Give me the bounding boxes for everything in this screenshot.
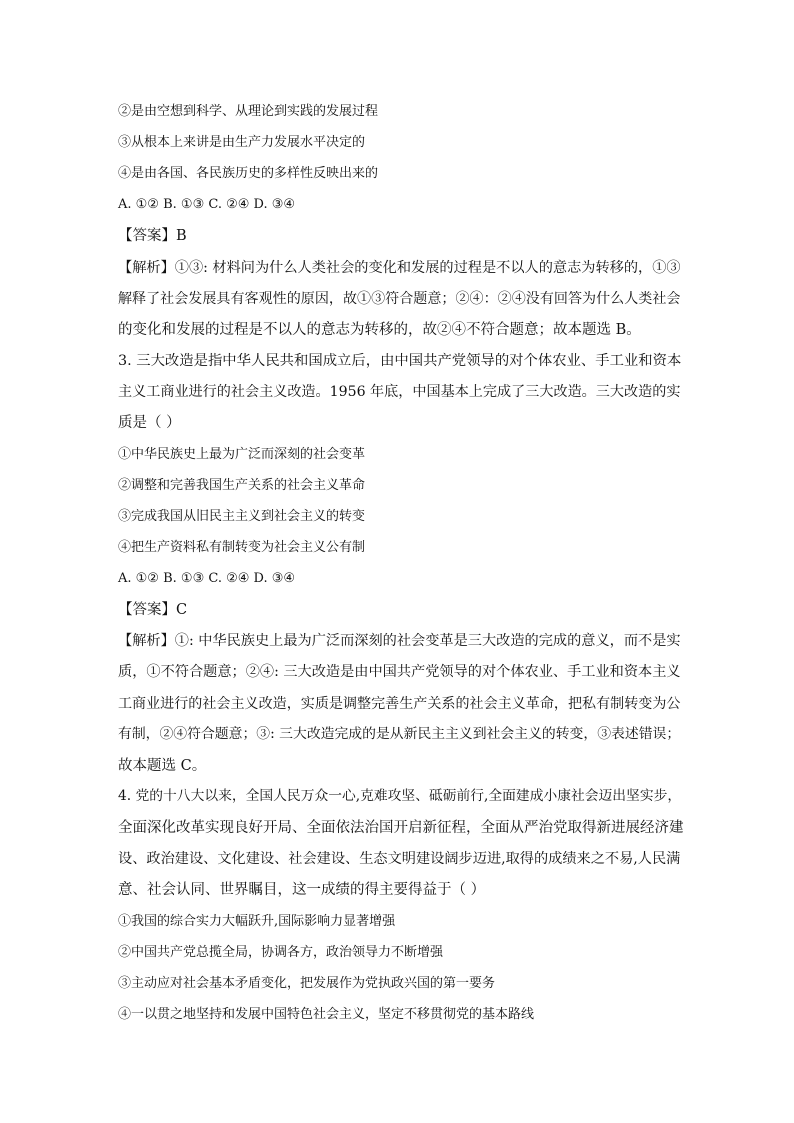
q2-option-2: ②是由空想到科学、从理论到实践的发展过程 xyxy=(118,104,379,119)
q4-stem-line-1: 4. 党的十八大以来，全国人民万众一心,克难攻坚、砥砺前行,全面建成小康社会迈出坚实步， xyxy=(118,788,682,804)
q3-analysis-line-2: 质，①不符合题意；②④: 三大改造是由中国共产党领导的对个体农业、手工业和资本主义 xyxy=(118,664,681,680)
q3-answer: 【答案】C xyxy=(118,602,188,618)
q2-analysis-line-3: 的变化和发展的过程是不以人的意志为转移的，故②④不符合题意；故本题选 B。 xyxy=(118,322,641,338)
q2-choices: A. ①② B. ①③ C. ②④ D. ③④ xyxy=(118,197,296,212)
q3-option-4: ④把生产资料私有制转变为社会主义公有制 xyxy=(118,540,366,555)
q3-analysis-line-4: 有制，②④符合题意；③: 三大改造完成的是从新民主主义到社会主义的转变，③表述错误； xyxy=(118,726,681,742)
q2-analysis-line-2: 解释了社会发展具有客观性的原因，故①③符合题意；②④：②④没有回答为什么人类社会 xyxy=(118,291,681,307)
q3-stem-line-1: 3. 三大改造是指中华人民共和国成立后，由中国共产党领导的对个体农业、手工业和资本 xyxy=(118,353,682,369)
q3-analysis-line-1: 【解析】①: 中华民族史上最为广泛而深刻的社会变革是三大改造的完成的意义，而不是实 xyxy=(118,633,681,649)
q4-stem-line-4: 意、社会认同、世界瞩目，这一成绩的得主要得益于（ ） xyxy=(118,882,486,898)
q3-analysis-line-3: 工商业进行的社会主义改造，实质是调整完善生产关系的社会主义革命，把私有制转变为公 xyxy=(118,696,681,712)
q4-stem-line-3: 设、政治建设、文化建设、社会建设、生态文明建设阔步迈进,取得的成绩来之不易,人民满 xyxy=(118,851,681,867)
q3-option-2: ②调整和完善我国生产关系的社会主义革命 xyxy=(118,478,366,493)
q3-option-1: ①中华民族史上最为广泛而深刻的社会变革 xyxy=(118,447,366,462)
q2-analysis-line-1: 【解析】①③: 材料问为什么人类社会的变化和发展的过程是不以人的意志为转移的，①③ xyxy=(118,260,681,276)
q2-option-3: ③从根本上来讲是由生产力发展水平决定的 xyxy=(118,135,366,150)
q2-option-4: ④是由各国、各民族历史的多样性反映出来的 xyxy=(118,166,379,181)
q4-option-1: ①我国的综合实力大幅跃升,国际影响力显著增强 xyxy=(118,914,396,929)
q3-option-3: ③完成我国从旧民主主义到社会主义的转变 xyxy=(118,509,366,524)
q2-answer: 【答案】B xyxy=(118,228,187,244)
q3-stem-line-2: 主义工商业进行的社会主义改造。1956 年底，中国基本上完成了三大改造。三大改造的实 xyxy=(118,384,681,400)
q4-option-4: ④一以贯之地坚持和发展中国特色社会主义，坚定不移贯彻党的基本路线 xyxy=(118,1007,535,1022)
q3-analysis-line-5: 故本题选 C。 xyxy=(118,758,207,774)
q4-option-3: ③主动应对社会基本矛盾变化，把发展作为党执政兴国的第一要务 xyxy=(118,976,496,991)
q4-stem-line-2: 全面深化改革实现良好开局、全面依法治国开启新征程，全面从严治党取得新进展经济建 xyxy=(118,820,684,836)
q4-option-2: ②中国共产党总揽全局，协调各方，政治领导力不断增强 xyxy=(118,945,444,960)
q3-stem-line-3: 质是（ ） xyxy=(118,415,181,431)
q3-choices: A. ①② B. ①③ C. ②④ D. ③④ xyxy=(118,571,296,586)
